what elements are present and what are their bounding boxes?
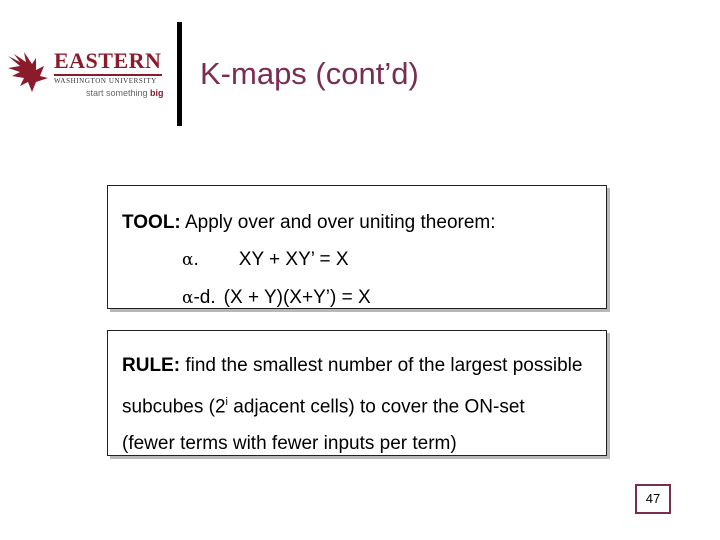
rule-text-2-pre: subcubes (2 [122,396,226,418]
tool-line [122,204,592,241]
tool-box [107,185,607,309]
rule-text-1: find the smallest number of the largest possible [180,355,583,376]
university-logo [6,44,162,104]
theorem-formula: (X + Y)(X+Y’) = X [223,287,371,308]
rule-label: RULE: [122,355,181,376]
rule-line [122,347,592,384]
logo-tagline-emph: big [150,88,164,98]
tool-label: TOOL: [122,212,181,233]
slide-title: K-maps (cont’d) [200,56,419,91]
tool-text: Apply over and over uniting theorem: [180,212,496,233]
logo-divider [54,74,162,76]
page-number: 47 [635,484,671,514]
logo-subtitle: WASHINGTON UNIVERSITY [54,77,157,85]
theorem-suffix: -d. [193,287,216,308]
header-vertical-bar [177,22,182,126]
alpha-symbol: α [182,288,194,308]
theorem-item [122,279,592,317]
rule-text-2-post: adjacent cells) to cover the ON-set [227,396,525,418]
logo-tagline [86,88,164,98]
rule-line [122,425,592,462]
alpha-symbol: α [182,250,194,270]
eagle-wing-icon [6,48,50,94]
theorem-suffix: . [193,249,199,270]
logo-wordmark: EASTERN [54,48,162,73]
theorem-formula: XY + XY’ = X [238,249,349,270]
rule-box [107,330,607,456]
rule-superscript: i [225,396,228,408]
rule-line [122,384,592,425]
rule-text-3: (fewer terms with fewer inputs per term) [122,433,457,455]
logo-tagline-prefix: start something [86,88,148,98]
theorem-item [122,241,592,279]
